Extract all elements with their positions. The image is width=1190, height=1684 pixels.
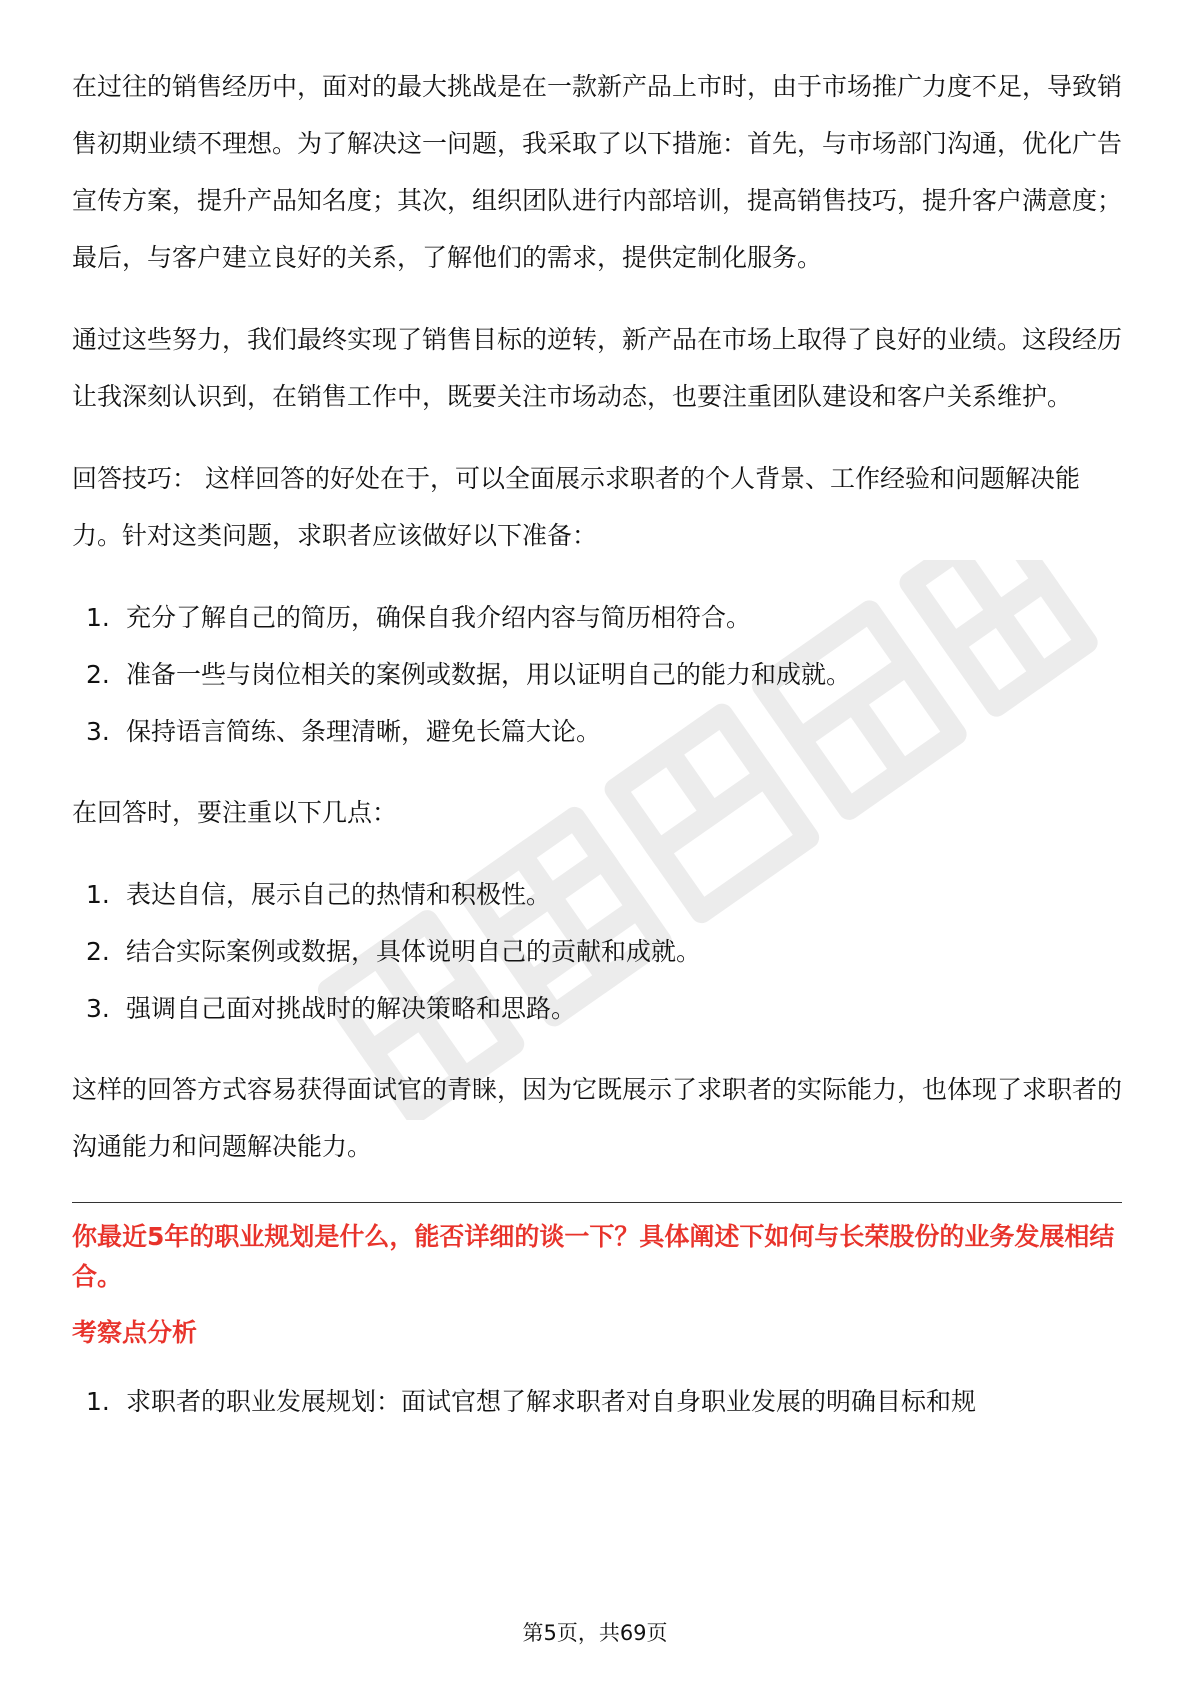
list-number: 2. (86, 660, 110, 689)
analysis-heading: 考察点分析 (72, 1318, 198, 1347)
list-number: 2. (86, 937, 110, 966)
points-list (72, 866, 1122, 1037)
paragraph: 回答技巧： 这样回答的好处在于，可以全面展示求职者的个人背景、工作经验和问题解决能力。针对这类问题，求职者应该做好以下准备： (72, 464, 1080, 550)
paragraph: 通过这些努力，我们最终实现了销售目标的逆转，新产品在市场上取得了良好的业绩。这段经历让我深刻认识到，在销售工作中，既要关注市场动态，也要注重团队建设和客户关系维护。 (72, 325, 1123, 411)
list-item (86, 589, 1122, 646)
list-item (86, 923, 1122, 980)
paragraph: 这样的回答方式容易获得面试官的青睐，因为它既展示了求职者的实际能力，也体现了求职者的沟通能力和问题解决能力。 (72, 1075, 1123, 1161)
list-item-text: 表达自信，展示自己的热情和积极性。 (126, 880, 552, 909)
list-item-text: 结合实际案例或数据，具体说明自己的贡献和成就。 (126, 937, 702, 966)
paragraph: 在过往的销售经历中，面对的最大挑战是在一款新产品上市时，由于市场推广力度不足，导致销售初期业绩不理想。为了解决这一问题，我采取了以下措施：首先，与市场部门沟通，优化广告宣传方案，提升产品知名度；其次，组织团队进行内部培训，提高销售技巧，提升客户满意度；最后，与客户建立良好的关系，了解他们的需求，提供定制化服务。 (72, 72, 1123, 272)
list-number: 1. (86, 880, 110, 909)
list-item-text: 准备一些与岗位相关的案例或数据，用以证明自己的能力和成就。 (126, 660, 852, 689)
section-divider (72, 1202, 1122, 1203)
page-content (72, 58, 1122, 1454)
list-item-text: 充分了解自己的简历，确保自我介绍内容与简历相符合。 (126, 603, 752, 632)
list-number: 3. (86, 717, 110, 746)
list-item-text: 保持语言简练、条理清晰，避免长篇大论。 (126, 717, 602, 746)
list-item (86, 866, 1122, 923)
list-number: 3. (86, 994, 110, 1023)
analysis-list (72, 1373, 1122, 1430)
list-item (86, 1373, 1122, 1430)
tips-list (72, 589, 1122, 760)
list-item-text: 强调自己面对挑战时的解决策略和思路。 (126, 994, 577, 1023)
list-item (86, 980, 1122, 1037)
page-footer: 第5页，共69页 (522, 1621, 668, 1645)
list-number: 1. (86, 1387, 110, 1416)
question-title: 你最近5年的职业规划是什么，能否详细的谈一下？具体阐述下如何与长荣股份的业务发展相结合。 (72, 1222, 1115, 1291)
list-item (86, 703, 1122, 760)
paragraph: 在回答时，要注重以下几点： (72, 798, 398, 827)
list-item (86, 646, 1122, 703)
list-number: 1. (86, 603, 110, 632)
list-item-text: 求职者的职业发展规划：面试官想了解求职者对自身职业发展的明确目标和规 (126, 1387, 977, 1416)
